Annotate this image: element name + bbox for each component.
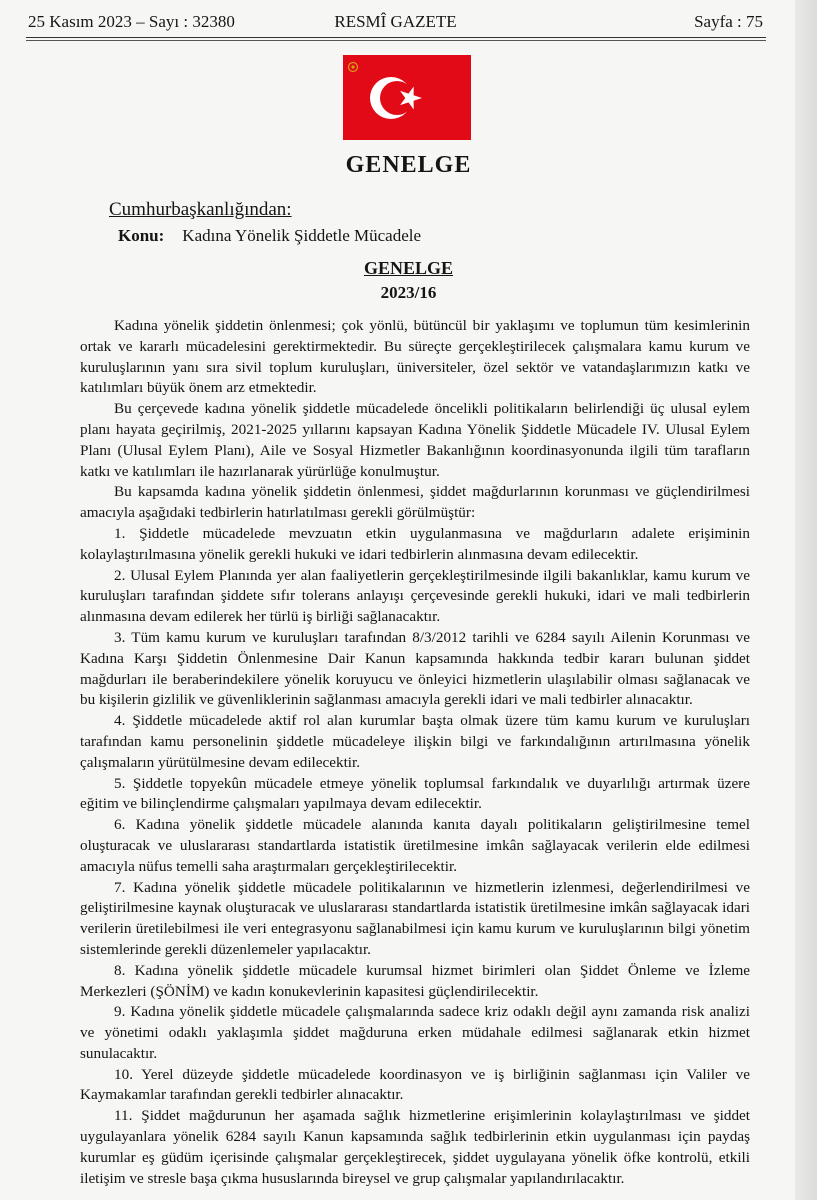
numbered-item-1: 1. Şiddetle mücadelede mevzuatın etkin uygulanmasına ve mağdurların adalete erişiminin kolaylaştırılmasına yönelik gerekli hukuki ve idari tedbirlerin alınmasına devam edilecektir. xyxy=(80,524,750,563)
numbered-item-7: 7. Kadına yönelik şiddetle mücadele politikalarının ve hizmetlerin izlenmesi, değerlendirilmesi ve geliştirilmesine kaynak oluşturacak ve uluslararası standartlarda istatistik üretilmesine imkân sağlayacak idari verilerin üretilebilmesi ile veri entegrasyonu sağlanabilmesi için kamu kurum ve kuruluşlarının bilgi yönetim sistemlerinde gerekli düzenlemeler yapılacaktır. xyxy=(80,878,750,958)
body-paragraph: Bu çerçevede kadına yönelik şiddetle mücadelede öncelikli politikaların belirlendiği üç ulusal eylem planı hayata geçirilmiş, 2021-2025 yıllarını kapsayan Kadına Yönelik Şiddetle Mücadele IV. Ulusal Eylem Planı (Ulusal Eylem Planı), Aile ve Sosyal Hizmetler Bakanlığının koordinasyonunda ilgili tüm tarafların katkı ve katılımları ile hazırlanarak yürürlüğe konulmuştur. xyxy=(80,400,750,480)
issuing-authority: Cumhurbaşkanlığından: xyxy=(109,199,292,220)
numbered-item-4: 4. Şiddetle mücadelede aktif rol alan kurumlar başta olmak üzere tüm kamu kurum ve kuruluşları tarafından kamu personelinin şiddetle mücadeleye ilişkin bilgi ve farkındalığının artırılmasına yönelik çalışmaların yürütülmesine devam edilecektir. xyxy=(80,712,750,771)
document-body xyxy=(80,316,750,1189)
page-edge xyxy=(795,0,817,1200)
body-paragraph: Kadına yönelik şiddetin önlenmesi; çok yönlü, bütüncül bir yaklaşımı ve toplumun tüm kesimlerinin ortak ve kararlı mücadelesini gerektirmektedir. Bu süreçte gerçekleştirilecek çalışmalara kamu kurum ve kuruluşlarının yanı sıra sivil toplum kuruluşları, üniversiteler, özel sektör ve vatandaşlarımızın katkı ve katılımları büyük önem arz etmektedir. xyxy=(80,317,750,397)
subject-value: Kadına Yönelik Şiddetle Mücadele xyxy=(182,226,422,245)
numbered-item-9: 9. Kadına yönelik şiddetle mücadele çalışmalarında sadece kriz odaklı değil aynı zamanda risk analizi ve yönetimi odaklı yaklaşımla şiddet mağduruna erken müdahale edilmesi sağlanarak etkin hizmet sunulacaktır. xyxy=(80,1003,750,1062)
document-title: GENELGE xyxy=(363,258,454,278)
header-divider xyxy=(26,37,766,41)
main-title: GENELGE xyxy=(345,152,472,178)
numbered-item-6: 6. Kadına yönelik şiddetle mücadele alanında kanıta dayalı politikaların geliştirilmesine temel oluşturacak ve uluslararası standartlarda istatistik üretilmesine imkân sağlayacak verilerin elde edilmesi amacıyla nüfus temelli saha araştırmaları gerçekleştirilecektir. xyxy=(80,816,750,875)
turkish-flag-icon xyxy=(343,55,471,140)
subject-label: Konu: xyxy=(118,226,165,245)
header-page-number: Sayfa : 75 xyxy=(694,12,763,31)
numbered-item-8: 8. Kadına yönelik şiddetle mücadele kurumsal hizmet birimleri olan Şiddet Önleme ve İzleme Merkezleri (ŞÖNİM) ve kadın konukevlerinin kapasitesi güçlendirilecektir. xyxy=(80,961,750,1000)
body-paragraph: Bu kapsamda kadına yönelik şiddetin önlenmesi, şiddet mağdurlarının korunması ve güçlendirilmesi amacıyla aşağıdaki tedbirlerin hatırlatılması gerekli görülmüştür: xyxy=(80,483,750,522)
numbered-item-2: 2. Ulusal Eylem Planında yer alan faaliyetlerin gerçekleştirilmesinde ilgili bakanlıklar, kamu kurum ve kuruluşları tarafından şiddete sıfır tolerans anlayışı çerçevesinde gerekli hukuki, idari ve mali tedbirlerin alınmasına devam edilerek her türlü iş birliği sağlanacaktır. xyxy=(80,566,750,626)
numbered-item-11: 11. Şiddet mağdurunun her aşamada sağlık hizmetlerine erişimlerinin kolaylaştırılması ve şiddet uygulayanlara yönelik 6284 sayılı Kanun kapsamında sağlık tedbirlerinin etkin uygulanması için paydaş kurumlar eş güdüm içerisinde çalışmalar gerçekleştirecek, şiddet uygulayana yönelik öfke kontrolü, etkili iletişim ve stresle başa çıkma hususlarında bireysel ve grup çalışmalar yapılandırılacaktır. xyxy=(80,1107,750,1187)
header-publication: RESMÎ GAZETE xyxy=(334,12,457,31)
page-header xyxy=(28,12,763,34)
subject-line xyxy=(118,226,421,246)
numbered-item-10: 10. Yerel düzeyde şiddetle mücadelede koordinasyon ve iş birliğinin sağlanması için Valiler ve Kaymakamlar tarafından gerekli tedbirler alınacaktır. xyxy=(80,1065,750,1104)
document-number: 2023/16 xyxy=(380,283,437,302)
header-date-issue: 25 Kasım 2023 – Sayı : 32380 xyxy=(28,12,235,31)
numbered-item-5: 5. Şiddetle topyekûn mücadele etmeye yönelik toplumsal farkındalık ve duyarlılığı artırmak üzere eğitim ve bilinçlendirme çalışmaları yapılmaya devam edilecektir. xyxy=(80,774,750,813)
numbered-item-3: 3. Tüm kamu kurum ve kuruluşları tarafından 8/3/2012 tarihli ve 6284 sayılı Ailenin Korunması ve Kadına Karşı Şiddetin Önlenmesine Dair Kanun kapsamında hakkında tedbir kararı bulunan şiddet mağdurları ile beraberindekilere yönelik koruyucu ve önleyici hizmetlerin ulaşılabilir olması sağlanacak ve bu kişilerin gizlilik ve güvenliklerinin sağlanması amacıyla gerekli idari ve mali tedbirler alınacaktır. xyxy=(80,628,750,709)
